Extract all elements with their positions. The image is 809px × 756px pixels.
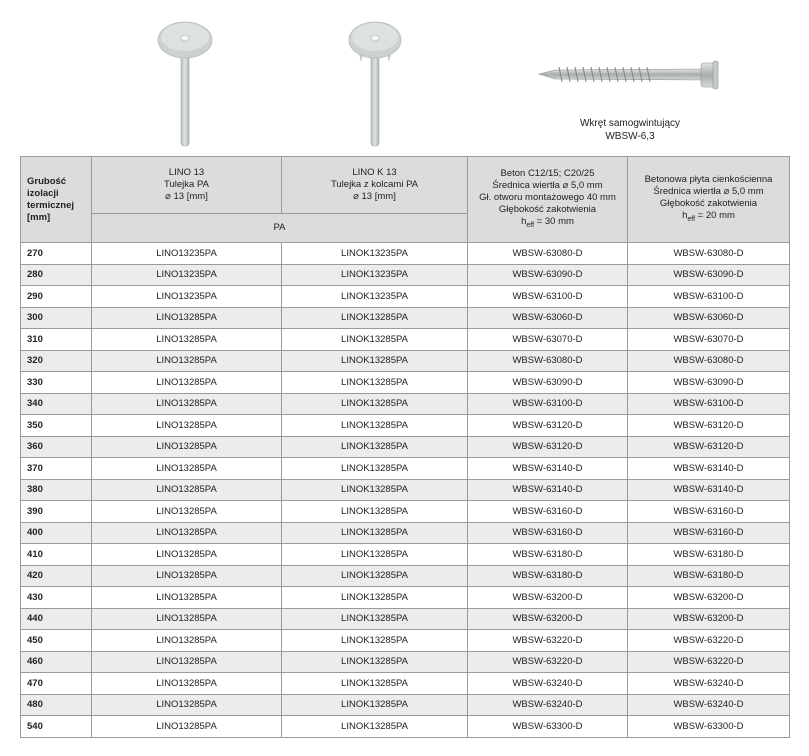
slab-screw-cell: WBSW-63140-D [628,458,790,480]
header-concrete [468,157,628,243]
linok13-cell: LINOK13285PA [282,415,468,437]
linok13-cell: LINOK13285PA [282,307,468,329]
linok13-cell: LINOK13285PA [282,587,468,609]
thickness-cell: 400 [21,522,92,544]
concrete-screw-cell: WBSW-63100-D [468,286,628,308]
slab-screw-cell: WBSW-63300-D [628,716,790,738]
header-thin-slab [628,157,790,243]
linok13-cell: LINOK13235PA [282,243,468,265]
table-row [21,479,790,501]
slab-screw-cell: WBSW-63090-D [628,264,790,286]
linok13-cell: LINOK13285PA [282,694,468,716]
linok13-cell: LINOK13285PA [282,673,468,695]
lino13-cell: LINO13285PA [92,501,282,523]
linok13-anchor-image [340,20,410,150]
thickness-cell: 470 [21,673,92,695]
slab-screw-cell: WBSW-63070-D [628,329,790,351]
lino13-cell: LINO13285PA [92,565,282,587]
header-col1-line: izolacji [27,187,59,199]
thickness-cell: 340 [21,393,92,415]
product-table [20,156,790,738]
linok13-cell: LINOK13285PA [282,522,468,544]
table-row [21,608,790,630]
concrete-screw-cell: WBSW-63300-D [468,716,628,738]
slab-screw-cell: WBSW-63120-D [628,436,790,458]
lino13-cell: LINO13285PA [92,608,282,630]
thickness-cell: 310 [21,329,92,351]
linok13-cell: LINOK13285PA [282,716,468,738]
lino13-cell: LINO13235PA [92,243,282,265]
header-col3-line: ⌀ 13 [mm] [353,191,396,202]
table-row [21,565,790,587]
linok13-cell: LINOK13285PA [282,350,468,372]
thickness-cell: 430 [21,587,92,609]
lino13-cell: LINO13285PA [92,716,282,738]
table-row [21,544,790,566]
table-row [21,415,790,437]
linok13-cell: LINOK13285PA [282,393,468,415]
header-col4-line: Gł. otworu montażowego 40 mm [479,191,616,203]
concrete-screw-cell: WBSW-63080-D [468,243,628,265]
lino13-cell: LINO13235PA [92,286,282,308]
header-col2-line: ⌀ 13 [mm] [165,191,208,202]
concrete-screw-cell: WBSW-63220-D [468,651,628,673]
header-col4-line: Głębokość zakotwienia [498,203,597,215]
header-col5-line: Średnica wiertła ⌀ 5,0 mm [653,185,764,197]
linok13-cell: LINOK13235PA [282,264,468,286]
slab-screw-cell: WBSW-63220-D [628,651,790,673]
header-linok13 [282,157,468,214]
concrete-screw-cell: WBSW-63090-D [468,264,628,286]
slab-screw-cell: WBSW-63240-D [628,694,790,716]
linok13-cell: LINOK13285PA [282,630,468,652]
linok13-cell: LINOK13285PA [282,458,468,480]
header-col4-line: Beton C12/15; C20/25 [500,167,595,179]
lino13-cell: LINO13285PA [92,393,282,415]
lino13-cell: LINO13285PA [92,350,282,372]
linok13-cell: LINOK13285PA [282,436,468,458]
concrete-screw-cell: WBSW-63120-D [468,436,628,458]
thickness-cell: 290 [21,286,92,308]
concrete-screw-cell: WBSW-63180-D [468,544,628,566]
concrete-screw-cell: WBSW-63160-D [468,522,628,544]
header-row [21,157,790,214]
thickness-cell: 280 [21,264,92,286]
header-col4-line: Średnica wiertła ⌀ 5,0 mm [492,179,603,191]
slab-screw-cell: WBSW-63220-D [628,630,790,652]
header-col2-line: LINO 13 [168,167,205,178]
slab-screw-cell: WBSW-63160-D [628,522,790,544]
slab-screw-cell: WBSW-63080-D [628,243,790,265]
header-col1-line: [mm] [27,211,51,223]
linok13-cell: LINOK13285PA [282,372,468,394]
slab-screw-cell: WBSW-63100-D [628,393,790,415]
header-col2-line: Tulejka PA [164,179,209,190]
concrete-screw-cell: WBSW-63140-D [468,458,628,480]
concrete-screw-cell: WBSW-63140-D [468,479,628,501]
thickness-cell: 370 [21,458,92,480]
linok13-cell: LINOK13285PA [282,544,468,566]
lino13-cell: LINO13285PA [92,479,282,501]
concrete-screw-cell: WBSW-63200-D [468,608,628,630]
slab-screw-cell: WBSW-63090-D [628,372,790,394]
lino13-cell: LINO13285PA [92,436,282,458]
table-row [21,501,790,523]
slab-screw-cell: WBSW-63060-D [628,307,790,329]
table-row [21,350,790,372]
concrete-screw-cell: WBSW-63060-D [468,307,628,329]
table-row [21,651,790,673]
thickness-cell: 450 [21,630,92,652]
linok13-cell: LINOK13285PA [282,651,468,673]
slab-screw-cell: WBSW-63120-D [628,415,790,437]
slab-screw-cell: WBSW-63180-D [628,544,790,566]
lino13-cell: LINO13285PA [92,522,282,544]
thickness-cell: 320 [21,350,92,372]
lino13-cell: LINO13235PA [92,264,282,286]
table-row [21,458,790,480]
header-col1-line: termicznej [27,199,74,211]
table-row [21,716,790,738]
screw-caption-line2: WBSW-6,3 [605,131,655,142]
concrete-screw-cell: WBSW-63080-D [468,350,628,372]
slab-screw-cell: WBSW-63200-D [628,587,790,609]
lino13-anchor-image [150,20,220,150]
concrete-screw-cell: WBSW-63200-D [468,587,628,609]
linok13-cell: LINOK13285PA [282,608,468,630]
table-row [21,694,790,716]
concrete-screw-cell: WBSW-63160-D [468,501,628,523]
header-insulation-thickness [21,157,92,243]
slab-screw-cell: WBSW-63080-D [628,350,790,372]
table-row [21,264,790,286]
thickness-cell: 480 [21,694,92,716]
lino13-cell: LINO13285PA [92,630,282,652]
wbsw-screw-image [535,55,725,95]
concrete-screw-cell: WBSW-63070-D [468,329,628,351]
slab-screw-cell: WBSW-63200-D [628,608,790,630]
concrete-screw-cell: WBSW-63240-D [468,694,628,716]
header-lino13 [92,157,282,214]
screw-caption [560,117,700,143]
lino13-cell: LINO13285PA [92,694,282,716]
thickness-cell: 380 [21,479,92,501]
linok13-cell: LINOK13235PA [282,286,468,308]
thickness-cell: 420 [21,565,92,587]
lino13-cell: LINO13285PA [92,307,282,329]
lino13-cell: LINO13285PA [92,458,282,480]
header-col5-line: Głębokość zakotwienia [659,197,758,209]
header-col3-line: LINO K 13 [352,167,397,178]
table-body [21,243,790,738]
linok13-cell: LINOK13285PA [282,329,468,351]
table-row [21,393,790,415]
thickness-cell: 540 [21,716,92,738]
linok13-cell: LINOK13285PA [282,501,468,523]
slab-screw-cell: WBSW-63240-D [628,673,790,695]
table-row [21,522,790,544]
lino13-cell: LINO13285PA [92,673,282,695]
table-row [21,307,790,329]
lino13-cell: LINO13285PA [92,544,282,566]
table-row [21,286,790,308]
thickness-cell: 270 [21,243,92,265]
concrete-screw-cell: WBSW-63100-D [468,393,628,415]
concrete-screw-cell: WBSW-63090-D [468,372,628,394]
header-col3-line: Tulejka z kolcami PA [330,179,419,190]
table-row [21,329,790,351]
thickness-cell: 350 [21,415,92,437]
slab-screw-cell: WBSW-63100-D [628,286,790,308]
lino13-cell: LINO13285PA [92,329,282,351]
thickness-cell: 330 [21,372,92,394]
table-row [21,673,790,695]
concrete-screw-cell: WBSW-63180-D [468,565,628,587]
header-col5-line: Betonowa płyta cienkościenna [644,173,773,185]
linok13-cell: LINOK13285PA [282,565,468,587]
slab-screw-cell: WBSW-63140-D [628,479,790,501]
thickness-cell: 300 [21,307,92,329]
thickness-cell: 410 [21,544,92,566]
thickness-cell: 440 [21,608,92,630]
header-col4-heff: $h_{eff} = 30$ mm [521,215,574,229]
concrete-screw-cell: WBSW-63240-D [468,673,628,695]
concrete-screw-cell: WBSW-63120-D [468,415,628,437]
header-material: PA [92,214,468,243]
lino13-cell: LINO13285PA [92,372,282,394]
product-images [0,0,809,156]
table-row [21,372,790,394]
lino13-cell: LINO13285PA [92,415,282,437]
header-col5-heff: $h_{eff} = 20$ mm [682,209,735,223]
table-row [21,630,790,652]
slab-screw-cell: WBSW-63160-D [628,501,790,523]
slab-screw-cell: WBSW-63180-D [628,565,790,587]
linok13-cell: LINOK13285PA [282,479,468,501]
thickness-cell: 460 [21,651,92,673]
table-row [21,436,790,458]
table-row [21,243,790,265]
screw-caption-line1: Wkręt samogwintujący [579,118,681,129]
header-col1-line: Grubość [27,175,67,187]
concrete-screw-cell: WBSW-63220-D [468,630,628,652]
lino13-cell: LINO13285PA [92,651,282,673]
table-row [21,587,790,609]
thickness-cell: 390 [21,501,92,523]
thickness-cell: 360 [21,436,92,458]
lino13-cell: LINO13285PA [92,587,282,609]
